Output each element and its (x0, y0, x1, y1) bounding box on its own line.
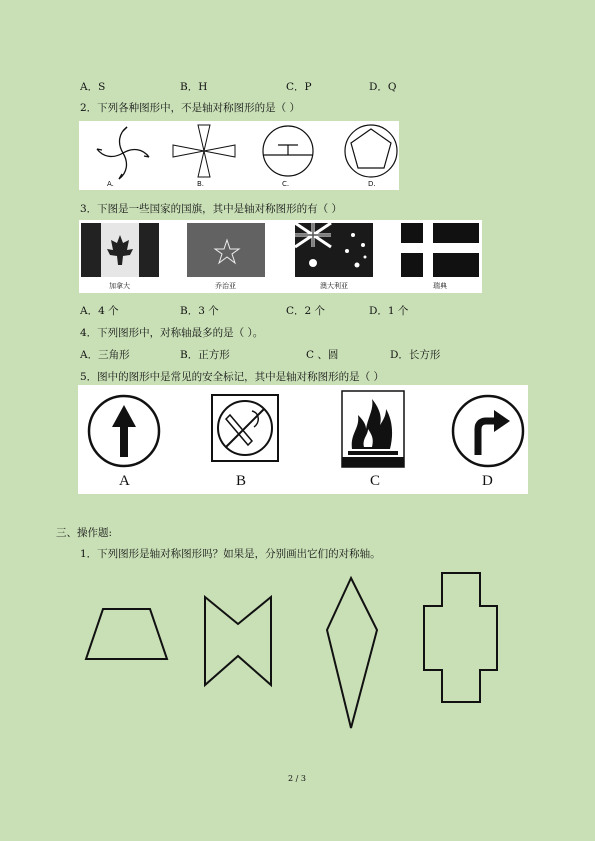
q3-flag-label-canada: 加拿大 (109, 282, 130, 290)
q2-label-a: A. (107, 180, 114, 188)
q4-option-a: A．三角形 (80, 349, 130, 361)
circle-t-figure (254, 123, 324, 183)
canada-flag (81, 223, 159, 277)
q5-signs-panel (78, 385, 528, 494)
star-flag (187, 223, 265, 277)
q3-question: 3．下图是一些国家的国旗，其中是轴对称图形的有（ ） (80, 203, 343, 215)
right-turn-sign (448, 391, 528, 471)
pinwheel-figure (89, 123, 159, 183)
q1-option-b: B．H (180, 81, 208, 93)
section3-title: 三、操作题: (56, 527, 113, 539)
q2-label-d: D. (368, 180, 376, 188)
triangle-star-figure (169, 123, 239, 183)
q3-flag-label-sweden: 瑞典 (433, 282, 447, 290)
q3-flags-panel (79, 220, 482, 293)
up-arrow-sign (86, 391, 166, 471)
sweden-flag (401, 223, 479, 277)
q3-option-c: C．2 个 (286, 305, 326, 317)
q5-label-a: A (119, 473, 130, 489)
q1-option-c: C．P (286, 81, 312, 93)
q2-label-b: B. (197, 180, 205, 188)
q3-option-a: A．4 个 (80, 305, 119, 317)
q5-label-c: C (370, 473, 381, 489)
q5-question: 5．图中的图形中是常见的安全标记，其中是轴对称图形的是（ ） (80, 371, 385, 383)
q2-label-c: C. (282, 180, 290, 188)
kite-shape (327, 578, 377, 728)
trapezoid-shape (86, 609, 167, 659)
q1-option-d: D．Q (369, 81, 397, 93)
cross-shape (424, 573, 497, 702)
page-number: 2 / 3 (288, 774, 306, 783)
no-fire-sign (208, 393, 288, 473)
circle-pentagon-figure (339, 123, 409, 183)
q1-option-a: A．S (80, 81, 106, 93)
q4-option-c: C 、圆 (306, 349, 339, 361)
q4-option-d: D．长方形 (390, 349, 441, 361)
q5-label-b: B (236, 473, 247, 489)
q5-label-d: D (482, 473, 493, 489)
q4-option-b: B．正方形 (180, 349, 230, 361)
q3-option-d: D．1 个 (369, 305, 409, 317)
section3-q1: 1．下列图形是轴对称图形吗？如果是，分别画出它们的对称轴。 (80, 548, 381, 560)
q2-question: 2．下列各种图形中，不是轴对称图形的是（ ） (80, 102, 301, 114)
q3-option-b: B．3 个 (180, 305, 219, 317)
drawing-shapes (0, 560, 595, 760)
australia-flag (295, 223, 373, 277)
q3-flag-label-australia: 澳大利亚 (320, 282, 348, 290)
flame-sign (340, 389, 410, 469)
q2-figure-panel (79, 121, 399, 190)
q4-question: 4．下列图形中，对称轴最多的是（ ）。 (80, 327, 264, 339)
q3-flag-label-2: 乔治亚 (215, 282, 236, 290)
bowtie-shape (205, 597, 271, 685)
